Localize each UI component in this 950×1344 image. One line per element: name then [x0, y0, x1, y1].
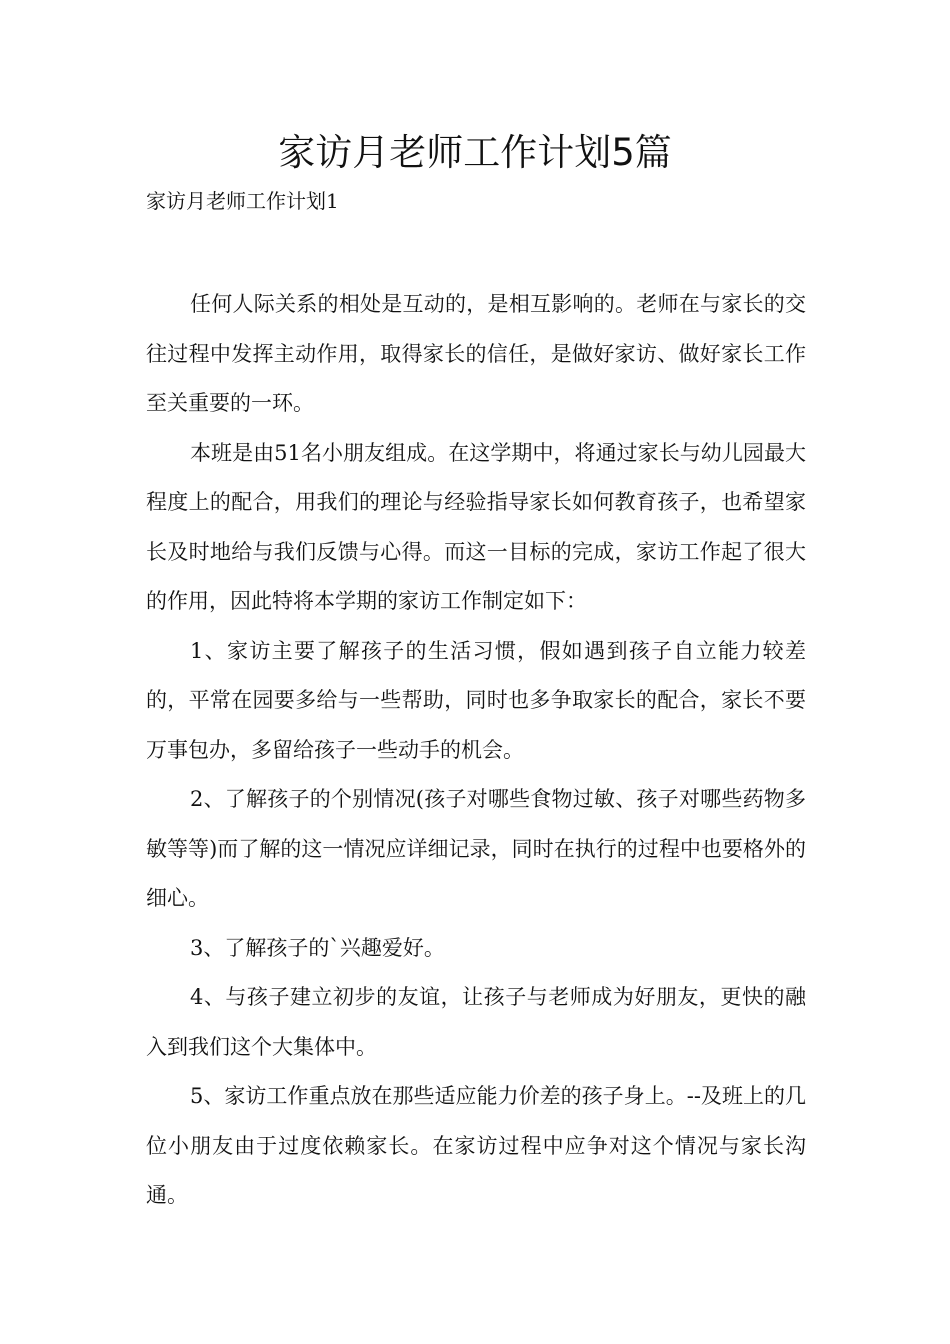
paragraph: 1、家访主要了解孩子的生活习惯，假如遇到孩子自立能力较差的，平常在园要多给与一些帮助，同时也多争取家长的配合，家长不要万事包办，多留给孩子一些动手的机会。: [146, 638, 806, 762]
section-heading: 家访月老师工作计划1: [146, 189, 339, 213]
document-title: 家访月老师工作计划5篇: [278, 131, 672, 174]
paragraph: 2、了解孩子的个别情况(孩子对哪些食物过敏、孩子对哪些药物多敏等等)而了解的这一情况应详细记录，同时在执行的过程中也要格外的细心。: [146, 787, 806, 910]
paragraph: 4、与孩子建立初步的友谊，让孩子与老师成为好朋友，更快的融入到我们这个大集体中。: [146, 985, 806, 1059]
paragraph: 3、了解孩子的`兴趣爱好。: [190, 935, 445, 960]
document-body: [146, 280, 806, 1221]
paragraph: 任何人际关系的相处是互动的，是相互影响的。老师在与家长的交往过程中发挥主动作用，取得家长的信任，是做好家访、做好家长工作至关重要的一环。: [146, 292, 806, 415]
paragraph: 5、家访工作重点放在那些适应能力价差的孩子身上。--及班上的几位小朋友由于过度依赖家长。在家访过程中应争对这个情况与家长沟通。: [146, 1084, 806, 1207]
paragraph: 本班是由51名小朋友组成。在这学期中，将通过家长与幼儿园最大程度上的配合，用我们的理论与经验指导家长如何教育孩子，也希望家长及时地给与我们反馈与心得。而这一目标的完成，家访工作起了很大的作用，因此特将本学期的家访工作制定如下：: [146, 440, 806, 613]
